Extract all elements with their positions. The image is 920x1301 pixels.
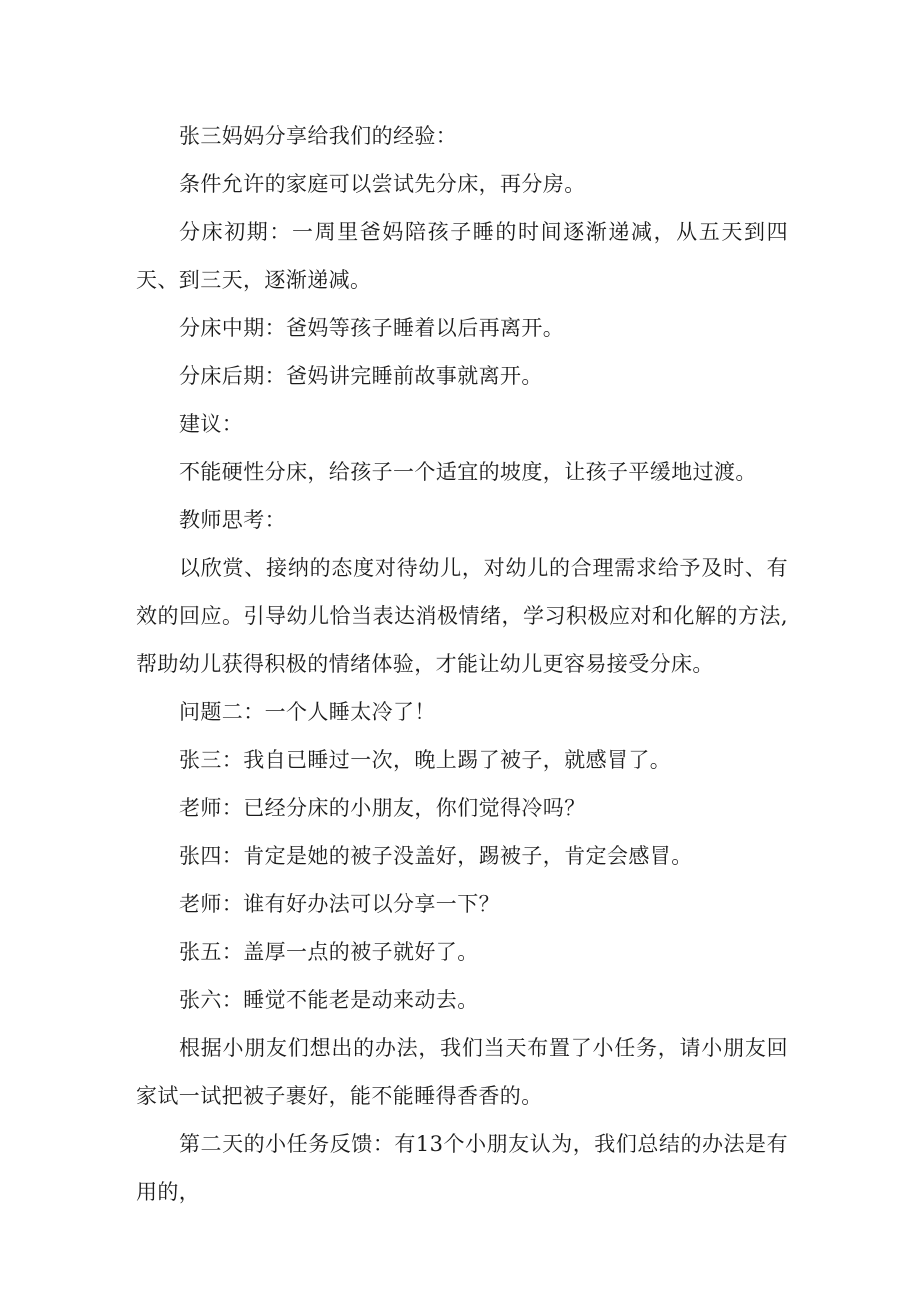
paragraph-suggestion: 不能硬性分床，给孩子一个适宜的坡度，让孩子平缓地过渡。 [179,460,757,484]
paragraph-middle-stage: 分床中期：爸妈等孩子睡着以后再离开。 [179,316,565,340]
paragraph-suggestion-heading: 建议： [179,412,244,436]
paragraph-early-stage: 分床初期：一周里爸妈陪孩子睡的时间逐渐递减，从五天到四天、到三天，逐渐递减。 [136,220,788,292]
paragraph-teacher-thinking-heading: 教师思考： [179,508,286,532]
paragraph-task: 根据小朋友们想出的办法，我们当天布置了小任务，请小朋友回家试一试把被子裹好，能不能睡得香香的。 [136,1036,788,1108]
paragraph-zhangsi: 张四：肯定是她的被子没盖好，踢被子，肯定会感冒。 [179,844,693,868]
paragraph-condition: 条件允许的家庭可以尝试先分床，再分房。 [179,172,586,196]
paragraph-teacher-question-1: 老师：已经分床的小朋友，你们觉得冷吗？ [179,796,586,820]
document-body [136,112,788,1216]
paragraph-zhangliu: 张六：睡觉不能老是动来动去。 [179,988,479,1012]
paragraph-experience-heading: 张三妈妈分享给我们的经验： [179,124,458,148]
paragraph-question-two: 问题二：一个人睡太冷了！ [179,700,436,724]
paragraph-feedback: 第二天的小任务反馈：有13个小朋友认为，我们总结的办法是有用的， [136,1132,788,1204]
paragraph-late-stage: 分床后期：爸妈讲完睡前故事就离开。 [179,364,543,388]
paragraph-zhangsan: 张三：我自已睡过一次，晚上踢了被子，就感冒了。 [179,748,672,772]
paragraph-teacher-question-2: 老师：谁有好办法可以分享一下？ [179,892,500,916]
paragraph-zhangwu: 张五：盖厚一点的被子就好了。 [179,940,479,964]
paragraph-teacher-thinking: 以欣赏、接纳的态度对待幼儿，对幼儿的合理需求给予及时、有效的回应。引导幼儿恰当表达消极情绪，学习积极应对和化解的方法,帮助幼儿获得积极的情绪体验，才能让幼儿更容易接受分床。 [136,556,788,676]
